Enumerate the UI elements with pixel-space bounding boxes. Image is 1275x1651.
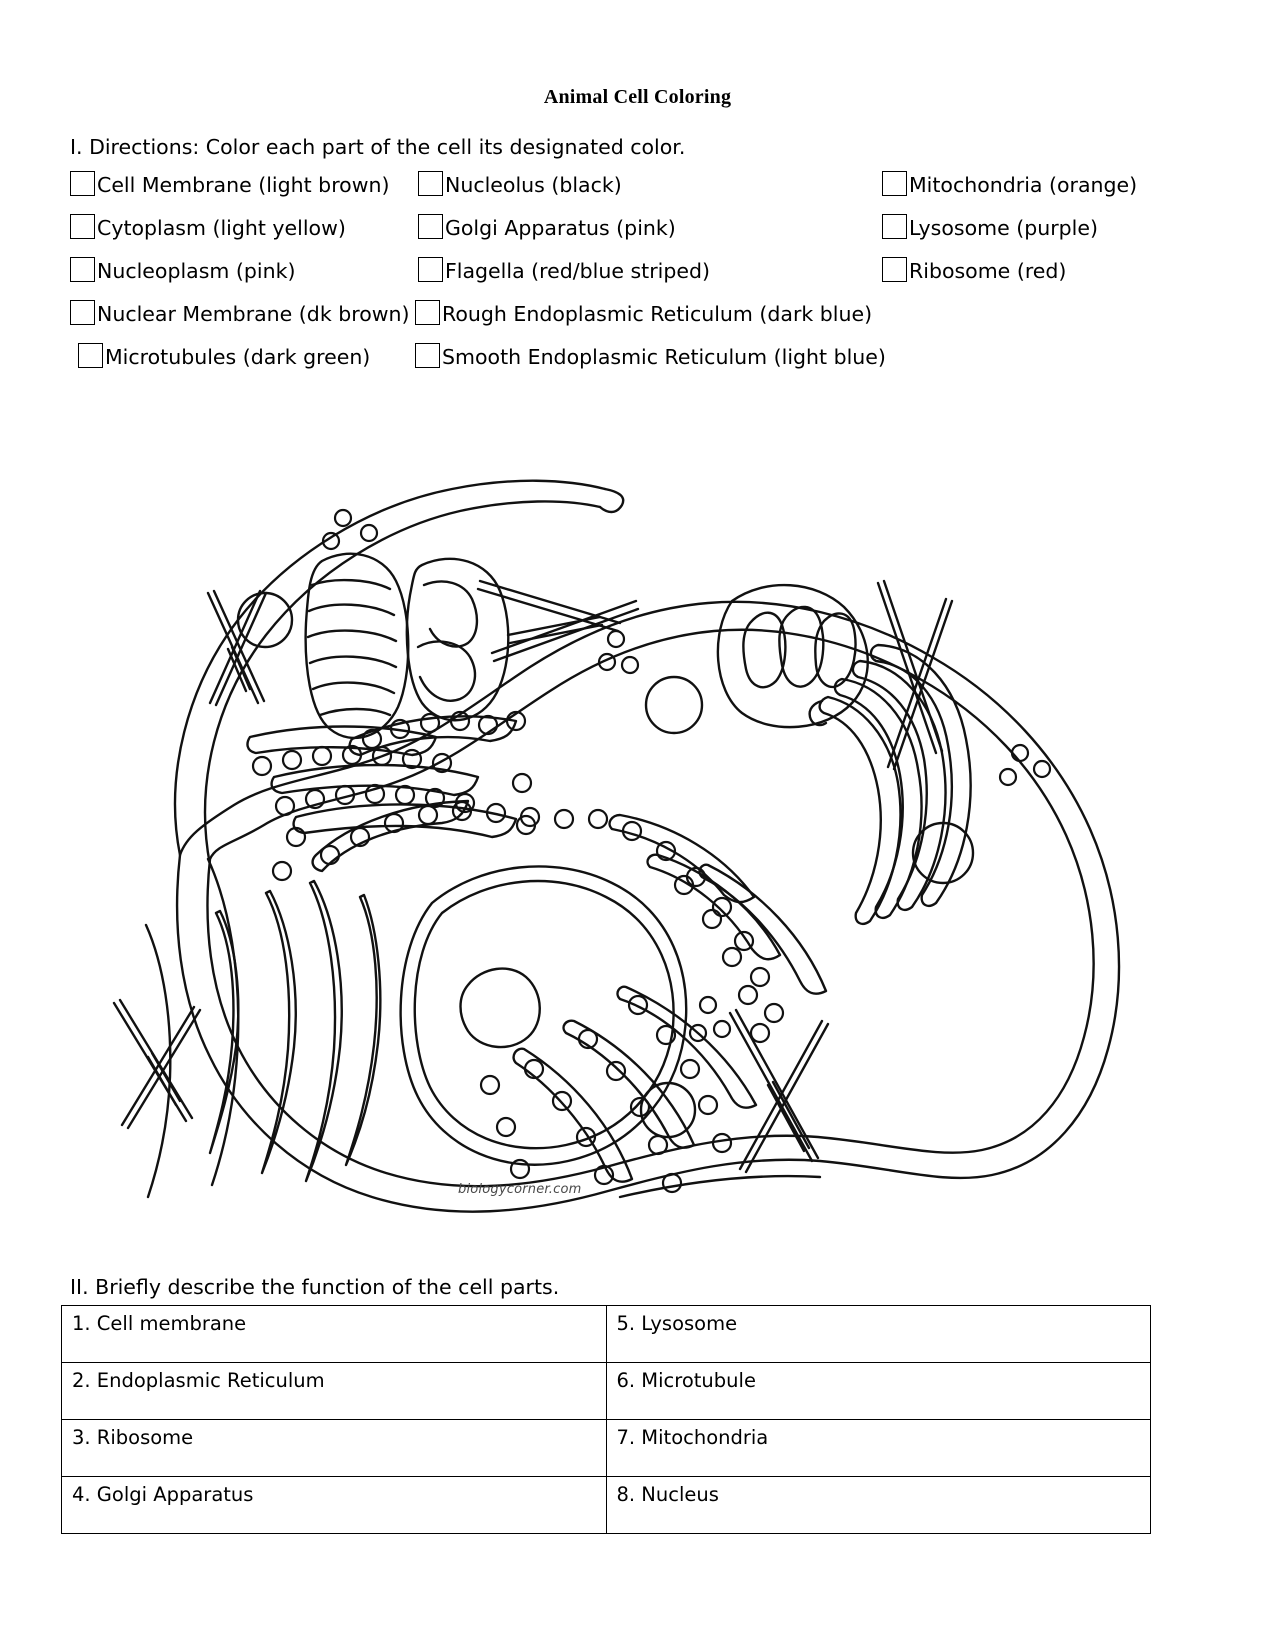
checklist-item-flagella[interactable] bbox=[418, 254, 710, 284]
checklist-item-cell-membrane[interactable] bbox=[70, 168, 389, 198]
table-row bbox=[62, 1363, 1151, 1420]
checkbox-golgi-apparatus[interactable] bbox=[418, 214, 443, 239]
checklist-item-nuclear-membrane[interactable] bbox=[70, 297, 410, 327]
checkbox-nucleoplasm[interactable] bbox=[70, 257, 95, 282]
checklist-row bbox=[70, 254, 1205, 297]
checkbox-ribosome[interactable] bbox=[882, 257, 907, 282]
checklist-label: Smooth Endoplasmic Reticulum (light blue) bbox=[442, 345, 886, 369]
checklist-item-microtubules[interactable] bbox=[78, 340, 370, 370]
free-ribosome-cluster-lower bbox=[690, 997, 730, 1041]
page-title: Animal Cell Coloring bbox=[543, 86, 732, 108]
table-cell-part[interactable]: 1. Cell membrane bbox=[62, 1306, 607, 1363]
checklist-row bbox=[70, 211, 1205, 254]
table-cell-part[interactable]: 7. Mitochondria bbox=[606, 1420, 1151, 1477]
table-row bbox=[62, 1306, 1151, 1363]
checkbox-lysosome[interactable] bbox=[882, 214, 907, 239]
checklist-row bbox=[70, 297, 1205, 340]
checklist-label: Flagella (red/blue striped) bbox=[445, 259, 710, 283]
checklist-item-mitochondria[interactable] bbox=[882, 168, 1137, 198]
table-cell-part[interactable]: 4. Golgi Apparatus bbox=[62, 1477, 607, 1534]
checklist-row bbox=[70, 340, 1205, 383]
checklist-label: Cytoplasm (light yellow) bbox=[97, 216, 346, 240]
cell-part-function-table bbox=[61, 1305, 1151, 1534]
free-ribosome-cluster-mid bbox=[599, 631, 638, 673]
lysosome-2 bbox=[646, 677, 702, 733]
checklist-label: Rough Endoplasmic Reticulum (dark blue) bbox=[442, 302, 873, 326]
checkbox-mitochondria[interactable] bbox=[882, 171, 907, 196]
checklist-item-nucleolus[interactable] bbox=[418, 168, 622, 198]
checklist-item-golgi-apparatus[interactable] bbox=[418, 211, 676, 241]
nucleolus-shape bbox=[461, 969, 540, 1047]
checklist-label: Mitochondria (orange) bbox=[909, 173, 1138, 197]
checklist-label: Golgi Apparatus (pink) bbox=[445, 216, 676, 240]
checkbox-rough-er[interactable] bbox=[415, 300, 440, 325]
table-cell-part[interactable]: 3. Ribosome bbox=[62, 1420, 607, 1477]
checkbox-microtubules[interactable] bbox=[78, 343, 103, 368]
checklist-label: Microtubules (dark green) bbox=[105, 345, 371, 369]
checklist-row bbox=[70, 168, 1205, 211]
checklist-label: Nucleoplasm (pink) bbox=[97, 259, 296, 283]
checkbox-flagella[interactable] bbox=[418, 257, 443, 282]
rough-er-around-nucleus bbox=[313, 801, 826, 1182]
coloring-checklist bbox=[70, 168, 1205, 383]
checklist-item-lysosome[interactable] bbox=[882, 211, 1098, 241]
table-row bbox=[62, 1420, 1151, 1477]
checklist-item-cytoplasm[interactable] bbox=[70, 211, 346, 241]
checklist-item-nucleoplasm[interactable] bbox=[70, 254, 295, 284]
checkbox-cell-membrane[interactable] bbox=[70, 171, 95, 196]
checklist-label: Cell Membrane (light brown) bbox=[97, 173, 390, 197]
checkbox-nuclear-membrane[interactable] bbox=[70, 300, 95, 325]
table-cell-part[interactable]: 2. Endoplasmic Reticulum bbox=[62, 1363, 607, 1420]
table-cell-part[interactable]: 6. Microtubule bbox=[606, 1363, 1151, 1420]
table-cell-part[interactable]: 8. Nucleus bbox=[606, 1477, 1151, 1534]
mitochondrion-2 bbox=[407, 559, 508, 720]
section-two-directions: II. Briefly describe the function of the cell parts. bbox=[70, 1275, 560, 1299]
checklist-label: Nuclear Membrane (dk brown) bbox=[97, 302, 410, 326]
microtubule-group-lower-left bbox=[114, 1000, 200, 1128]
checkbox-smooth-er[interactable] bbox=[415, 343, 440, 368]
animal-cell-diagram bbox=[60, 385, 1160, 1250]
table-row bbox=[62, 1477, 1151, 1534]
rough-endoplasmic-reticulum-upper bbox=[248, 716, 516, 837]
microtubule-group-lower-right bbox=[730, 1010, 828, 1172]
checklist-item-rough-er[interactable] bbox=[415, 297, 872, 327]
checkbox-nucleolus[interactable] bbox=[418, 171, 443, 196]
watermark-text: biologycorner.com bbox=[458, 1182, 582, 1197]
mitochondrion-1 bbox=[306, 554, 409, 738]
checkbox-cytoplasm[interactable] bbox=[70, 214, 95, 239]
section-one-directions: I. Directions: Color each part of the cell its designated color. bbox=[70, 135, 686, 159]
checklist-label: Nucleolus (black) bbox=[445, 173, 622, 197]
checklist-item-smooth-er[interactable] bbox=[415, 340, 886, 370]
checklist-item-ribosome[interactable] bbox=[882, 254, 1066, 284]
table-cell-part[interactable]: 5. Lysosome bbox=[606, 1306, 1151, 1363]
nucleus-shape bbox=[401, 866, 687, 1164]
checklist-label: Ribosome (red) bbox=[909, 259, 1067, 283]
checklist-label: Lysosome (purple) bbox=[909, 216, 1098, 240]
